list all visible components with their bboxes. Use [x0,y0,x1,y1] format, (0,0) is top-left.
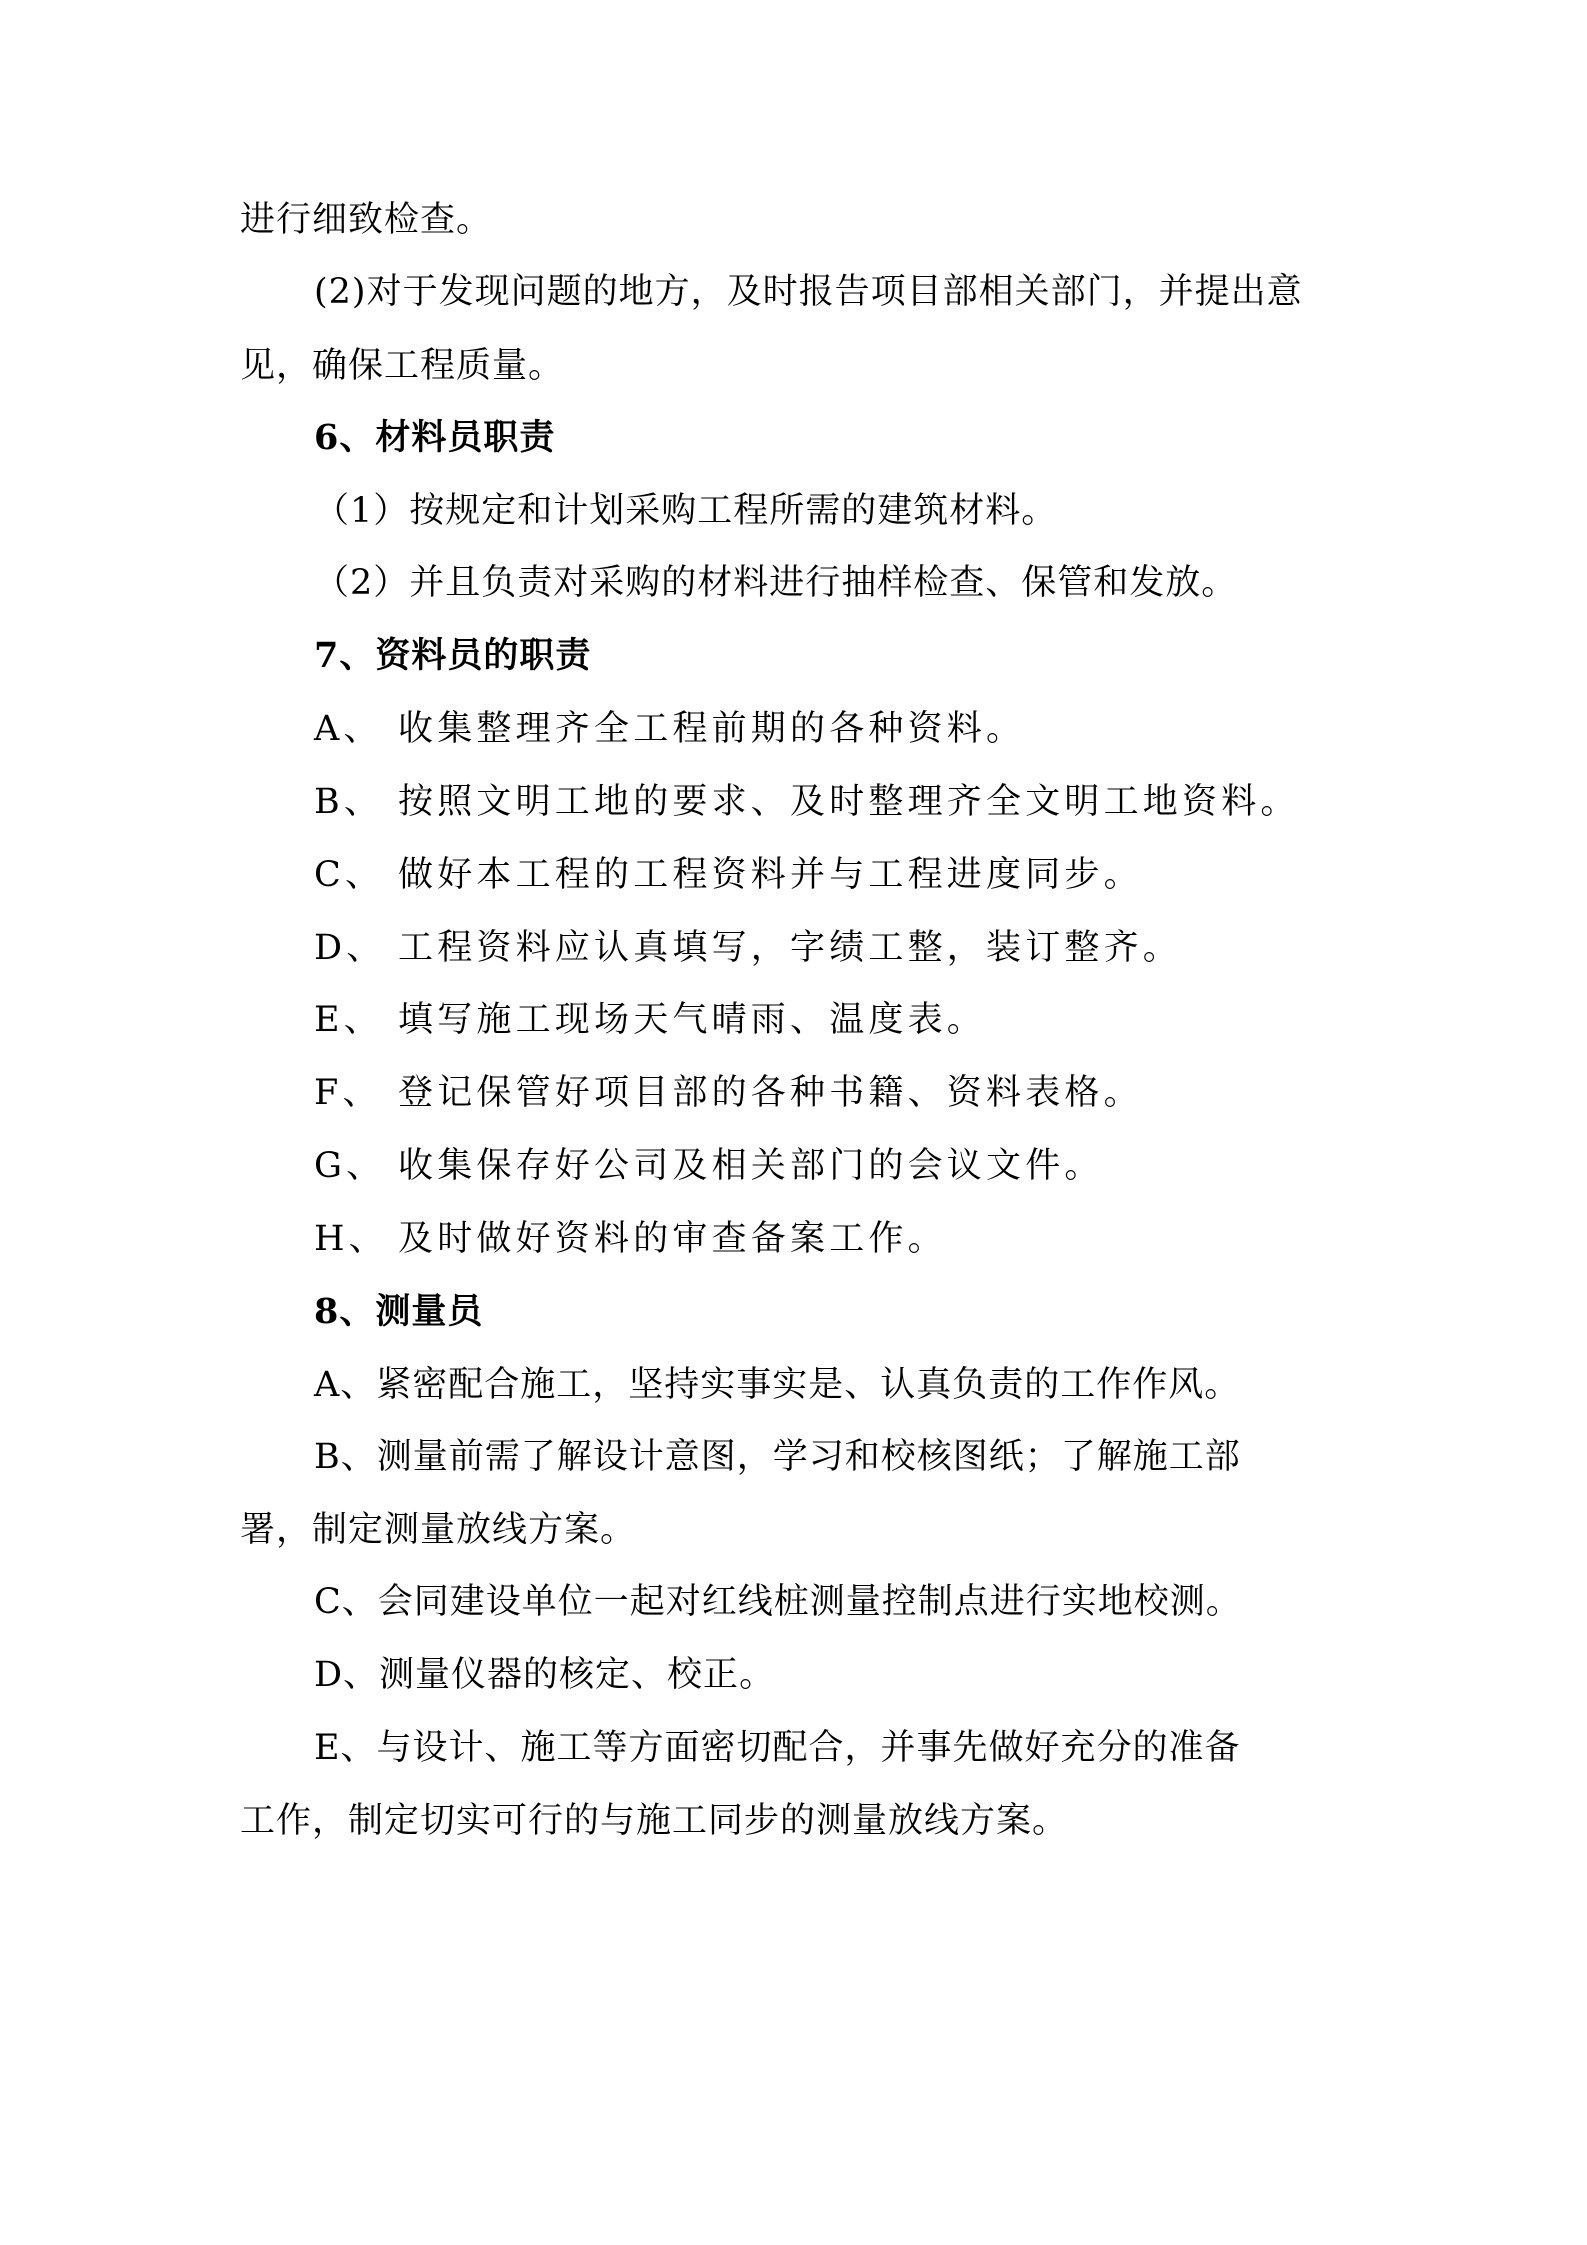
list-item [314,705,1025,753]
list-item-text: 收集整理齐全工程前期的各种资料。 [398,709,1026,749]
paragraph-line: D、测量仪器的核定、校正。 [314,1655,776,1695]
list-marker: C、 [314,855,385,895]
list-marker: F、 [314,1073,382,1113]
list-marker: E、 [314,1000,383,1040]
list-marker: H、 [314,1219,388,1259]
section-heading-surveyor: 8、测量员 [314,1291,484,1332]
list-marker: G、 [314,1146,386,1186]
list-marker: B、 [314,782,384,822]
list-item [314,1215,947,1263]
list-item-text: 填写施工现场天气晴雨、温度表。 [398,1000,987,1040]
paragraph-line: （1）按规定和计划采购工程所需的建筑材料。 [314,491,1058,531]
list-item [314,851,1143,899]
paragraph-line: 署，制定测量放线方案。 [240,1510,637,1550]
paragraph-line: A、紧密配合施工，坚持实事实是、认真负责的工作作风。 [314,1365,1241,1405]
paragraph-line: 进行细致检查。 [240,200,493,240]
paragraph-line: 见，确保工程质量。 [240,346,565,386]
paragraph-line: B、测量前需了解设计意图，学习和校核图纸；了解施工部 [314,1437,1241,1477]
list-item-text: 登记保管好项目部的各种书籍、资料表格。 [398,1073,1143,1113]
list-marker: A、 [314,709,383,749]
paragraph-line: 工作，制定切实可行的与施工同步的测量放线方案。 [240,1801,1069,1841]
list-item-text: 按照文明工地的要求、及时整理齐全文明工地资料。 [398,782,1300,822]
list-item [314,1142,1104,1190]
list-marker: D、 [314,928,386,968]
paragraph-line: E、与设计、施工等方面密切配合，并事先做好充分的准备 [314,1728,1241,1768]
paragraph-line: (2)对于发现问题的地方，及时报告项目部相关部门，并提出意 [314,272,1303,312]
list-item [314,778,1300,826]
section-heading-materials-clerk: 6、材料员职责 [314,417,556,458]
section-heading-records-clerk: 7、资料员的职责 [314,635,592,676]
list-item [314,1069,1143,1117]
paragraph-line: C、会同建设单位一起对红线桩测量控制点进行实地校测。 [314,1582,1242,1622]
list-item-text: 及时做好资料的审查备案工作。 [398,1219,947,1259]
list-item-text: 做好本工程的工程资料并与工程进度同步。 [398,855,1143,895]
list-item-text: 收集保存好公司及相关部门的会议文件。 [398,1146,1104,1186]
list-item [314,924,1182,972]
list-item-text: 工程资料应认真填写，字绩工整，装订整齐。 [398,928,1183,968]
list-item [314,996,986,1044]
paragraph-line: （2）并且负责对采购的材料进行抽样检查、保管和发放。 [314,563,1238,603]
